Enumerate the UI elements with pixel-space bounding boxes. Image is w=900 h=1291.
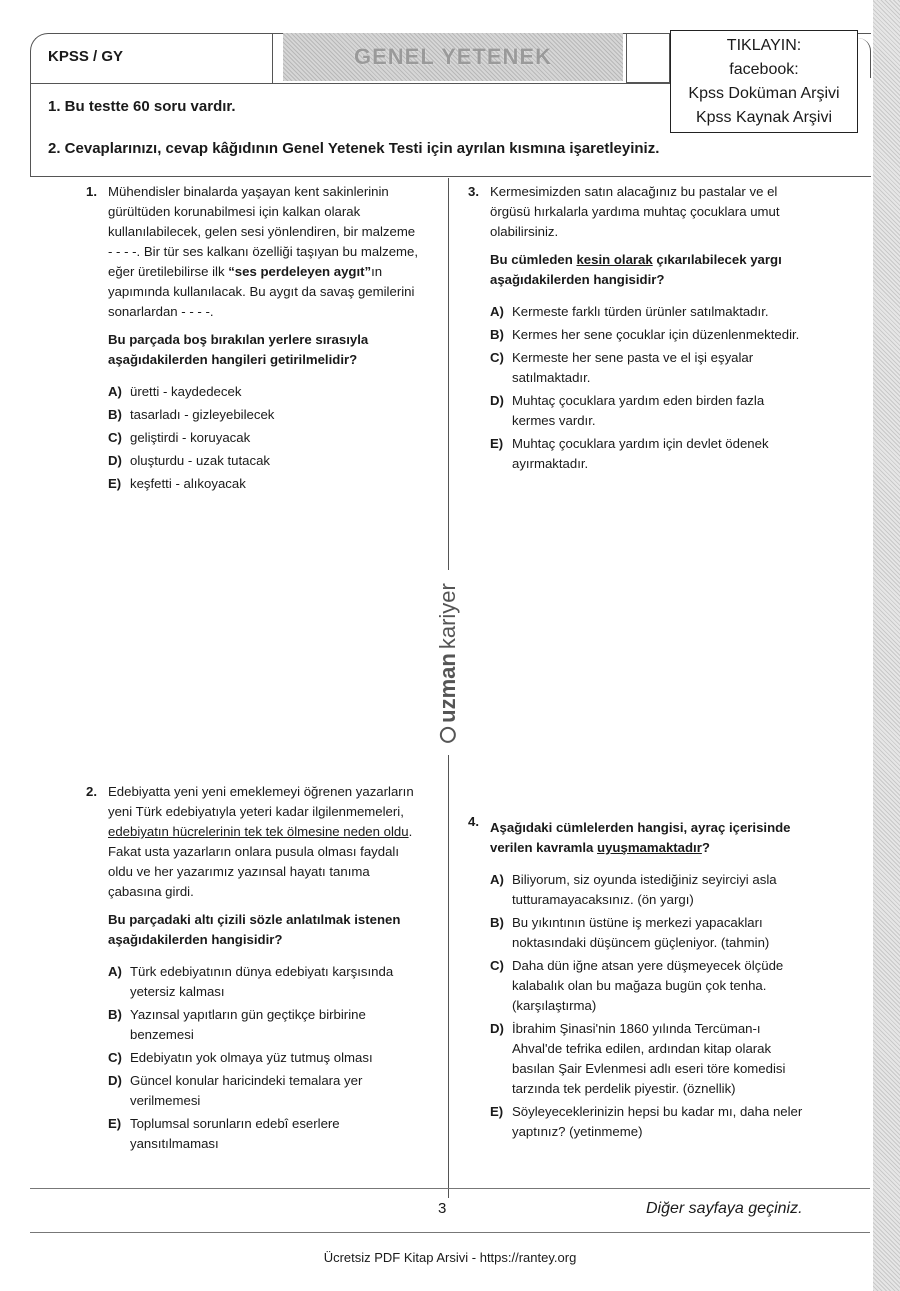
options-list [108,382,422,494]
option-a[interactable]: A) üretti - kaydedecek [108,384,242,399]
test-title-band [283,33,623,81]
question-stem: Bu parçada boş bırakılan yerlere sırasıyla aşağıdakilerden hangileri getirilmelidir? [108,332,369,367]
option-c[interactable]: C) Daha dün iğne atsan yere düşmeyecek ölçüde kalabalık olan bu mağaza bugün çok tenha. (karşılaştırma) [490,958,784,1013]
option-c[interactable]: C) Kermeste her sene pasta ve el işi eşyalar satılmaktadır. [490,350,754,385]
option-e[interactable]: E) Toplumsal sorunların edebî eserlere yansıtılmaması [108,1116,340,1151]
option-d[interactable]: D) Muhtaç çocuklara yardım eden birden fazla kermes vardır. [490,393,765,428]
option-c[interactable]: C) geliştirdi - koruyacak [108,430,251,445]
option-d[interactable]: D) Güncel konular haricindeki temalara yer verilmemesi [108,1073,363,1108]
promo-line: Kpss Doküman Arşivi [688,85,840,102]
source-credit: Ücretsiz PDF Kitap Arsivi - https://rantey.org [323,1250,577,1265]
option-b[interactable]: B) tasarladı - gizleyebilecek [108,407,275,422]
question-2 [86,782,422,1157]
instruction-2: 2. Cevaplarınızı, cevap kâğıdının Genel Yetenek Testi için ayrılan kısmına işaretleyiniz. [48,140,660,157]
question-number: 3. [468,184,479,199]
option-b[interactable]: B) Yazınsal yapıtların gün geçtikçe birbirine benzemesi [108,1007,366,1042]
footer-rule-top [30,1188,870,1189]
option-b[interactable]: B) Kermes her sene çocuklar için düzenlenmektedir. [490,327,800,342]
promo-line: Kpss Kaynak Arşivi [695,109,833,126]
header-separator [272,33,273,83]
question-number: 4. [468,814,479,829]
option-d[interactable]: D) oluşturdu - uzak tutacak [108,453,271,468]
header-divider [30,83,670,84]
logo-word-bold: uzman [435,652,461,723]
question-1 [86,182,422,497]
options-list [490,870,808,1142]
header-corner [858,38,871,78]
header-small-box [626,33,670,83]
option-a[interactable]: A) Kermeste farklı türden ürünler satılmaktadır. [490,304,769,319]
option-d[interactable]: D) İbrahim Şinasi'nin 1860 yılında Tercüman-ı Ahval'de tefrika edilen, ardından kitap olarak basılan Şair Evlenmesi adlı eseri töre komedisi tarzında tek perdelik piyestir. (öznellik) [490,1021,786,1096]
publisher-logo [436,575,460,750]
footer-rule-bottom [30,1232,870,1233]
side-hatch-strip [873,0,900,1291]
option-b[interactable]: B) Bu yıkıntının üstüne iş merkezi yapacakları noktasındaki düşüncem güçleniyor. (tahmin) [490,915,770,950]
option-e[interactable]: E) Muhtaç çocuklara yardım için devlet ödenek ayırmaktadır. [490,436,769,471]
question-passage: Kermesimizden satın alacağınız bu pastalar ve el örgüsü hırkalarla yardıma muhtaç çocuklara umut olabilirsiniz. [490,184,780,239]
promo-box[interactable] [670,30,858,133]
option-e[interactable]: E) keşfetti - alıkoyacak [108,476,246,491]
question-passage: Edebiyatta yeni yeni emeklemeyi öğrenen yazarların yeni Türk edebiyatıyla yeteri kadar ilgilenmemeleri, edebiyatın hücrelerinin tek tek ölmesine neden oldu. Fakat usta yazarların onlara pusula olması faydalı oldu ve her yazarımız yazınsal hayatı tanıma çabasına girdi. [108,784,414,899]
options-list [108,962,422,1154]
question-number: 1. [86,184,97,199]
question-stem: Bu cümleden kesin olarak çıkarılabilecek yargı aşağıdakilerden hangisidir? [490,252,782,287]
question-passage: Mühendisler binalarda yaşayan kent sakinlerinin gürültüden korunabilmesi için kalkan olarak kullanılabilecek, gelen sesi yönlendiren, bir malzeme - - - -. Bir tür ses kalkanı özelliği taşıyan bu malzeme, eğer üretilebilirse ilk “ses perdeleyen aygıt”ın yapımında kullanılacak. Bu aygıt da savaş gemilerini sonarlardan - - - -. [108,184,419,319]
test-title: GENEL YETENEK [353,44,552,69]
option-a[interactable]: A) Biliyorum, siz oyunda istediğiniz seyirciyi asla tutturamayacaksınız. (ön yargı) [490,872,777,907]
instruction-1: 1. Bu testte 60 soru vardır. [48,98,236,115]
option-c[interactable]: C) Edebiyatın yok olmaya yüz tutmuş olması [108,1050,373,1065]
exam-code: KPSS / GY [48,48,124,65]
question-stem: Aşağıdaki cümlelerden hangisi, ayraç içerisinde verilen kavramla uyuşmamaktadır? [490,820,791,855]
next-page-note: Diğer sayfaya geçiniz. [646,1200,803,1217]
question-4 [468,812,808,1145]
option-e[interactable]: E) Söyleyeceklerinizin hepsi bu kadar mı, daha neler yaptınız? (yetinmeme) [490,1104,803,1139]
option-a[interactable]: A) Türk edebiyatının dünya edebiyatı karşısında yetersiz kalması [108,964,394,999]
logo-word-light: kariyer [435,582,461,649]
options-list [490,302,808,474]
question-number: 2. [86,784,97,799]
promo-line: facebook: [729,61,799,78]
page-number: 3 [438,1200,447,1217]
promo-line: TIKLAYIN: [726,37,802,54]
question-3 [468,182,808,477]
logo-mark-icon [440,726,456,742]
question-stem: Bu parçadaki altı çizili sözle anlatılmak istenen aşağıdakilerden hangisidir? [108,912,401,947]
